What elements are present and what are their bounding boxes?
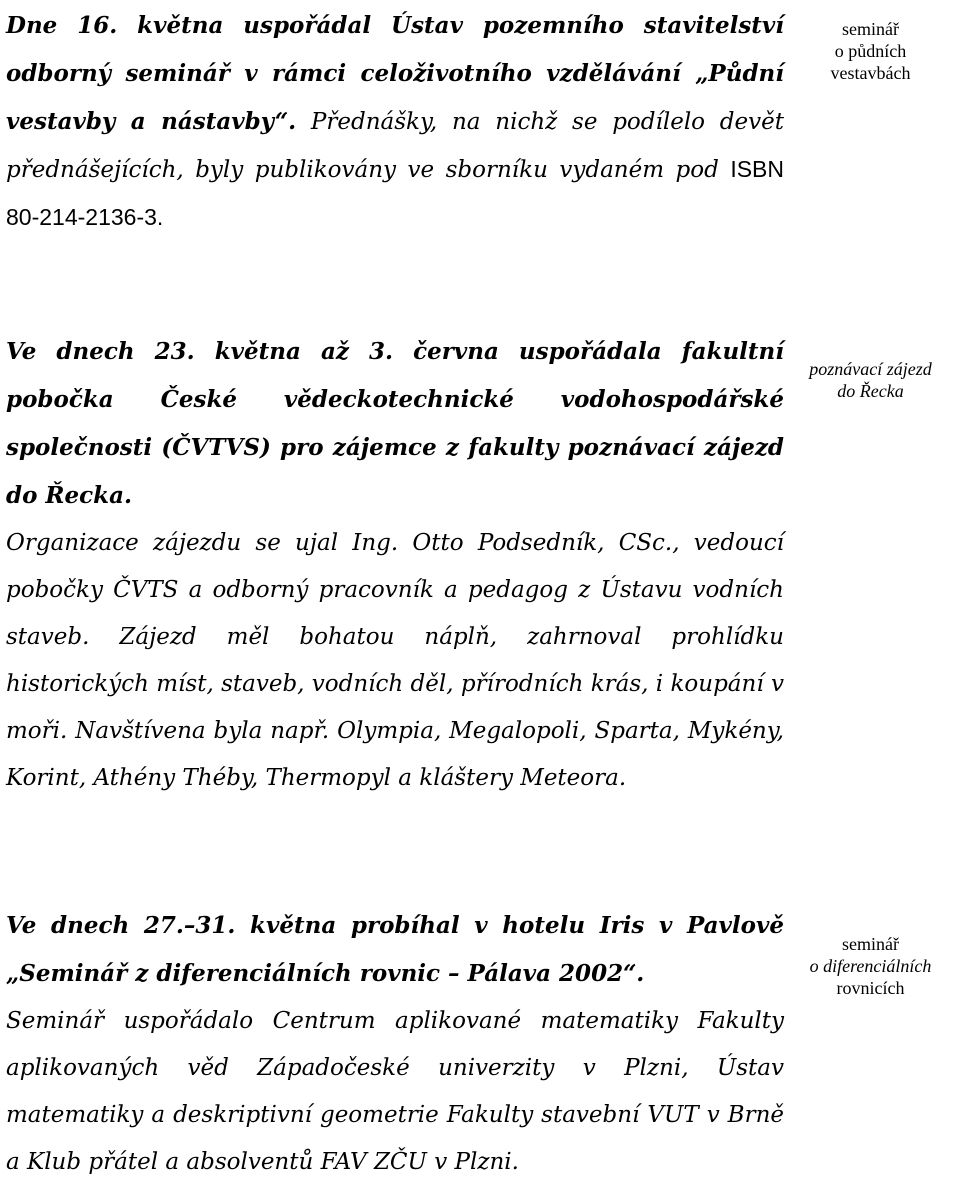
paragraph-seminar-attic xyxy=(6,2,784,242)
margin-note-line: o diferenciálních xyxy=(809,956,932,976)
margin-note-line: do Řecka xyxy=(837,381,904,401)
body-seminar-attic: Přednášky, na nichž se podílelo devět přednášejících, byly publikovány ve sborníku vydaném pod xyxy=(6,109,784,183)
margin-note-seminar-attic xyxy=(783,18,958,84)
paragraph-seminar-diff-body: Seminář uspořádalo Centrum aplikované matematiky Fakulty aplikovaných věd Západočeské univerzity v Plzni, Ústav matematiky a deskriptivní geometrie Fakulty stavební VUT v Brně a Klub přátel a absolventů FAV ZČU v Plzni. xyxy=(6,1008,784,1175)
isbn-label: ISBN xyxy=(730,156,784,182)
section-seminar-attic-extensions xyxy=(6,2,784,242)
section-trip-greece xyxy=(6,328,784,802)
margin-note-line: poznávací zájezd xyxy=(809,359,932,379)
margin-note-line: o půdních xyxy=(834,41,907,61)
margin-note-line: seminář xyxy=(842,934,899,954)
lead-seminar-diff: Ve dnech 27.–31. května probíhal v hotelu Iris v Pavlově „Seminář z diferenciálních rovnic – Pálava 2002“. xyxy=(6,912,784,987)
margin-note-line: seminář xyxy=(842,19,899,39)
margin-note-line: vestavbách xyxy=(830,63,911,83)
margin-note-trip-greece xyxy=(783,358,958,402)
lead-seminar-attic: Dne 16. května uspořádal Ústav pozemního stavitelství odborný seminář v rámci celoživotního vzdělávání „Půdní vestavby a nástavby“. xyxy=(6,12,784,135)
isbn-value: 80-214-2136-3. xyxy=(6,204,164,230)
lead-trip-greece: Ve dnech 23. května až 3. června uspořádala fakultní pobočka České vědeckotechnické vodohospodářské společnosti (ČVTVS) pro zájemce z fakulty poznávací zájezd do Řecka. xyxy=(6,338,784,509)
margin-note-line: rovnicích xyxy=(836,978,905,998)
paragraph-seminar-diff-lead xyxy=(6,902,784,998)
section-seminar-differential-equations xyxy=(6,902,784,1186)
margin-note-seminar-diff xyxy=(783,933,958,999)
paragraph-trip-greece-lead xyxy=(6,328,784,520)
paragraph-trip-greece-body: Organizace zájezdu se ujal Ing. Otto Podsedník, CSc., vedoucí pobočky ČVTS a odborný pracovník a pedagog z Ústavu vodních staveb. Zájezd měl bohatou náplň, zahrnoval prohlídku historických míst, staveb, vodních děl, přírodních krás, i koupání v moři. Navštívena byla např. Olympia, Megalopoli, Sparta, Mykény, Korint, Athény Théby, Thermopyl a kláštery Meteora. xyxy=(6,530,784,791)
